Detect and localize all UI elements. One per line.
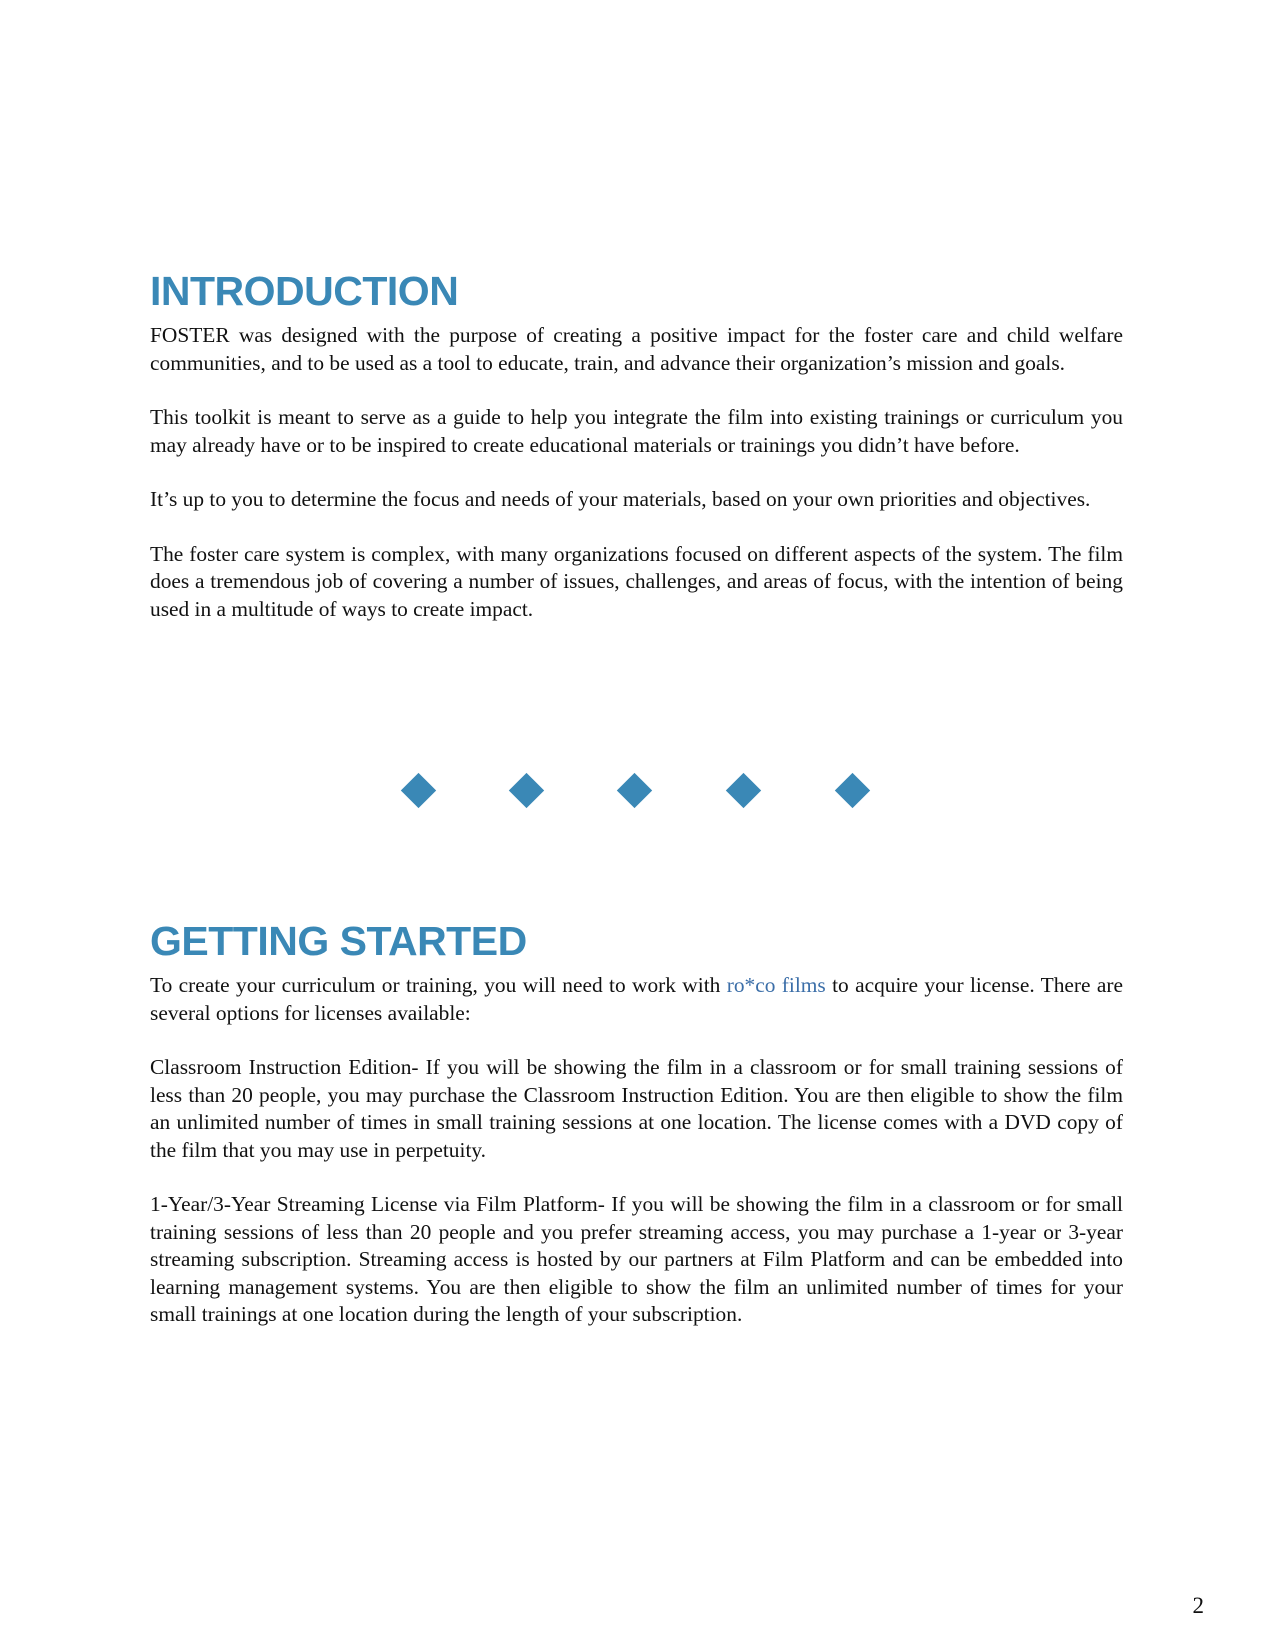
diamond-icon xyxy=(401,773,436,808)
introduction-paragraph: The foster care system is complex, with many organizations focused on different aspects of the system. The film does a tremendous job of covering a number of issues, challenges, and areas of focus, with the intention of being used in a multitude of ways to create impact. xyxy=(150,541,1123,621)
license-option-paragraph: 1-Year/3-Year Streaming License via Film Platform- If you will be showing the film in a classroom or for small training sessions of less than 20 people and you prefer streaming access, you may purchase a 1-year or 3-year streaming subscription. Streaming access is hosted by our partners at Film Platform and can be embedded into learning management systems. You are then eligible to show the film an unlimited number of times for your small trainings at one location during the length of your subscription. xyxy=(150,1192,1123,1326)
introduction-heading: INTRODUCTION xyxy=(150,268,459,314)
diamond-icon xyxy=(835,773,870,808)
introduction-paragraph: It’s up to you to determine the focus and needs of your materials, based on your own priorities and objectives. xyxy=(150,487,1091,511)
intro-text-after-link: to acquire your license. There are several options for licenses available: xyxy=(150,973,1123,1025)
getting-started-intro xyxy=(150,972,1123,1027)
section-divider xyxy=(0,778,1275,814)
diamond-icon xyxy=(617,773,652,808)
introduction-paragraph: FOSTER was designed with the purpose of creating a positive impact for the foster care and child welfare communities, and to be used as a tool to educate, train, and advance their organization’s mission and goals. xyxy=(150,323,1123,375)
diamond-icon xyxy=(509,773,544,808)
introduction-paragraph: This toolkit is meant to serve as a guide to help you integrate the film into existing trainings or curriculum you may already have or to be inspired to create educational materials or trainings you didn’t have before. xyxy=(150,405,1123,457)
intro-text-before-link: To create your curriculum or training, you will need to work with xyxy=(150,973,727,997)
roco-films-link[interactable]: ro*co films xyxy=(726,973,826,997)
getting-started-body xyxy=(150,972,1123,1356)
getting-started-heading: GETTING STARTED xyxy=(150,918,527,964)
license-option-paragraph: Classroom Instruction Edition- If you will be showing the film in a classroom or for small training sessions of less than 20 people, you may purchase the Classroom Instruction Edition. You are then eligible to show the film an unlimited number of times in small training sessions at one location. The license comes with a DVD copy of the film that you may use in perpetuity. xyxy=(150,1055,1123,1162)
diamond-icon xyxy=(726,773,761,808)
page-number: 2 xyxy=(1192,1593,1204,1618)
introduction-body xyxy=(150,322,1123,650)
